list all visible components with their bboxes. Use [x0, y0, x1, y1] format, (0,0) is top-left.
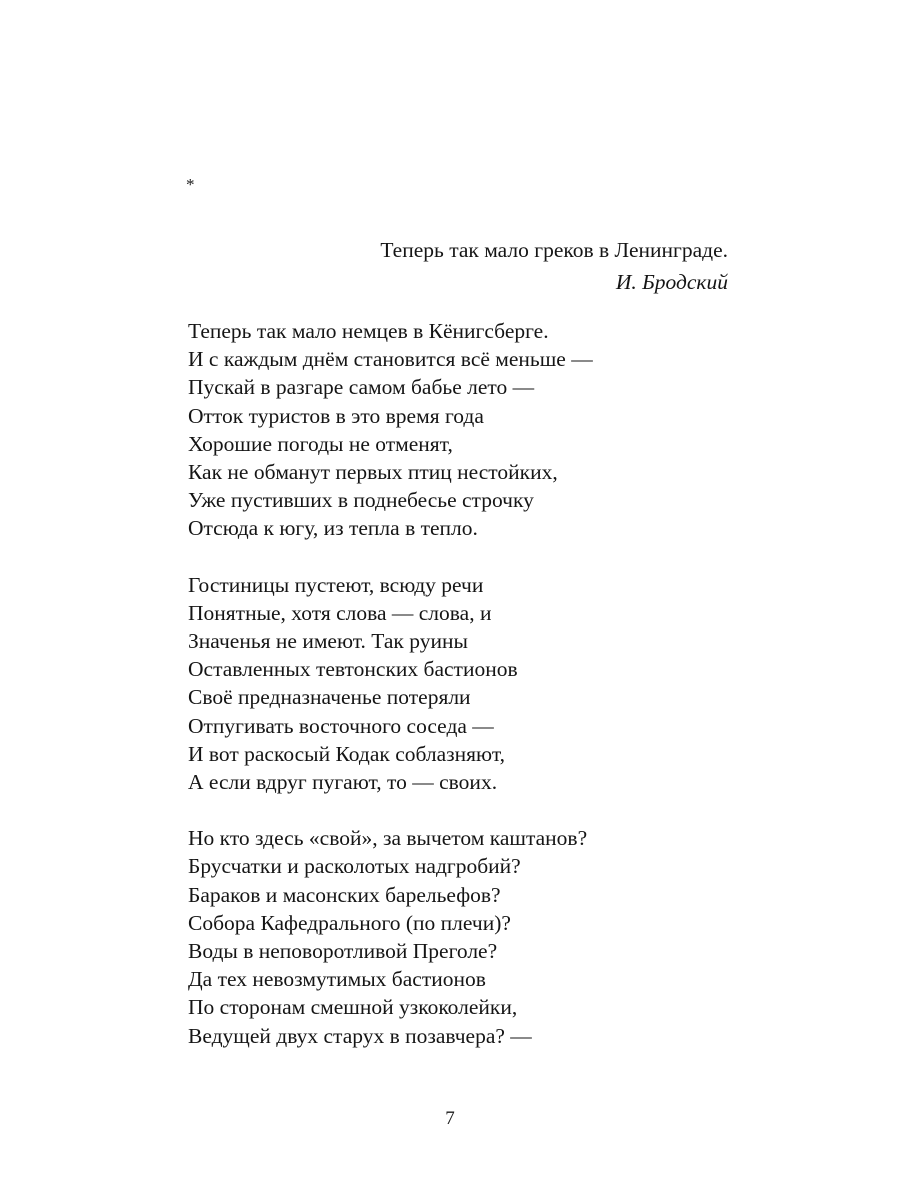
- verse-line: Но кто здесь «свой», за вычетом каштанов?: [188, 826, 588, 851]
- verse-line: Отток туристов в это время года: [188, 403, 484, 428]
- verse-line: Да тех невозмутимых бастионов: [188, 967, 486, 992]
- page-number: 7: [445, 1108, 455, 1129]
- epigraph-quote-line: Теперь так мало греков в Ленинграде.: [380, 238, 728, 262]
- verse-line: Брусчатки и расколотых надгробий?: [188, 854, 521, 879]
- verse-line: Хорошие погоды не отменят,: [188, 431, 453, 456]
- verse-line: Значенья не имеют. Так руины: [188, 629, 468, 654]
- verse-line: Бараков и масонских барельефов?: [188, 882, 501, 907]
- verse-line: Пускай в разгаре самом бабье лето —: [188, 375, 535, 400]
- stanza: [188, 824, 788, 1050]
- verse-line: Гостиницы пустеют, всюду речи: [188, 572, 484, 597]
- verse-line: Как не обманут первых птиц нестойких,: [188, 460, 558, 485]
- verse-line: Оставленных тевтонских бастионов: [188, 657, 518, 682]
- verse-line: И вот раскосый Кодак соблазняют,: [188, 741, 505, 766]
- verse-line: Теперь так мало немцев в Кёнигсберге.: [188, 319, 549, 343]
- epigraph: [240, 235, 728, 299]
- asterisk-section-mark-icon: *: [186, 175, 195, 194]
- verse-line: Уже пустивших в поднебесье строчку: [188, 488, 534, 513]
- poem-body: [188, 317, 788, 1050]
- verse-line: Воды в неповоротливой Преголе?: [188, 939, 498, 964]
- verse-line: Отсюда к югу, из тепла в тепло.: [188, 516, 478, 541]
- epigraph-attribution: И. Бродский: [615, 270, 728, 294]
- verse-line: Отпугивать восточного соседа —: [188, 713, 494, 738]
- verse-line: Понятные, хотя слова — слова, и: [188, 600, 492, 625]
- verse-line: Ведущей двух старух в позавчера? —: [188, 1023, 532, 1048]
- verse-line: По сторонам смешной узкоколейки,: [188, 995, 518, 1020]
- stanza: [188, 317, 788, 543]
- stanza: [188, 571, 788, 797]
- verse-line: Собора Кафедрального (по плечи)?: [188, 910, 511, 935]
- verse-line: И с каждым днём становится всё меньше —: [188, 347, 593, 372]
- verse-line: А если вдруг пугают, то — своих.: [188, 770, 498, 795]
- verse-line: Своё предназначенье потеряли: [188, 685, 471, 710]
